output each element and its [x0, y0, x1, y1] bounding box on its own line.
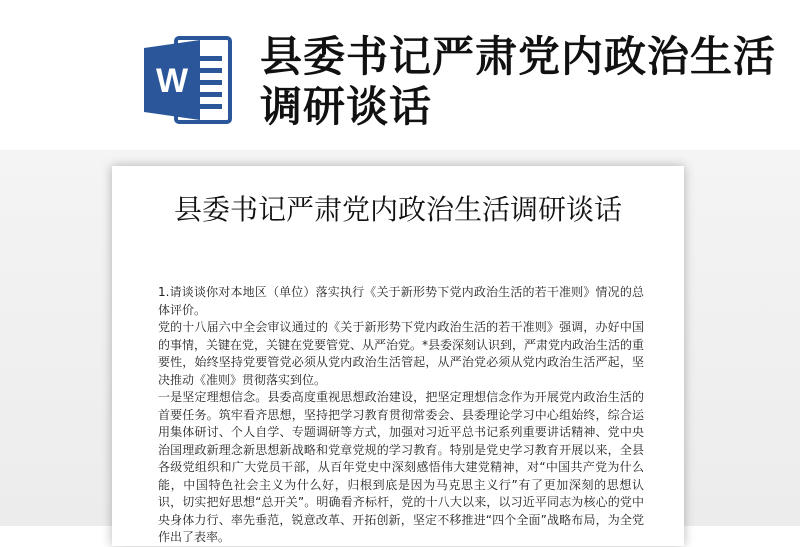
document-paragraph: 一是坚定理想信念。县委高度重视思想政治建设，把坚定理想信念作为开展党内政治生活的首要任务。筑牢看齐思想，坚持把学习教育贯彻常委会、县委理论学习中心组始终，综合运用集体研讨、个人自学、专题调研等方式，加强对习近平总书记系列重要讲话精神、党中央治国理政新理念新思想新战略和党章党规的学习教育。特别是党史学习教育开展以来，全县各级党组织和广大党员干部，从百年党史中深刻感悟伟大建党精神，对“中国共产党为什么能，中国特色社会主义为什么好，归根到底是因为马克思主义行”有了更加深刻的思想认识，切实把好思想“总开关”。明确看齐标杆，党的十八大以来，以习近平同志为核心的党中央身体力行、率先垂范，锐意改革、开拓创新，坚定不移推进“四个全面”战略布局，为全党作出了表率。	[158, 390, 644, 544]
document-body	[158, 284, 644, 547]
microsoft-word-icon	[142, 34, 234, 126]
banner-title: 县委书记严肃党内政治生活调研谈话	[260, 32, 777, 131]
document-title: 县委书记严肃党内政治生活调研谈话	[173, 193, 622, 226]
banner-header	[0, 0, 800, 150]
document-paragraph: 1.请谈谈你对本地区（单位）落实执行《关于新形势下党内政治生活的若干准则》情况的总体评价。	[158, 285, 644, 317]
svg-text:W: W	[155, 62, 189, 100]
document-paragraph: 党的十八届六中全会审议通过的《关于新形势下党内政治生活的若干准则》强调，办好中国的事情，关键在党，关键在党要管党、从严治党。*县委深刻认识到，严肃党内政治生活的重要性，始终坚持党要管党必须从党内政治生活管起，从严治党必须从党内政治生活严起，坚决推动《准则》贯彻落实到位。	[158, 320, 645, 387]
document-page	[112, 166, 684, 546]
